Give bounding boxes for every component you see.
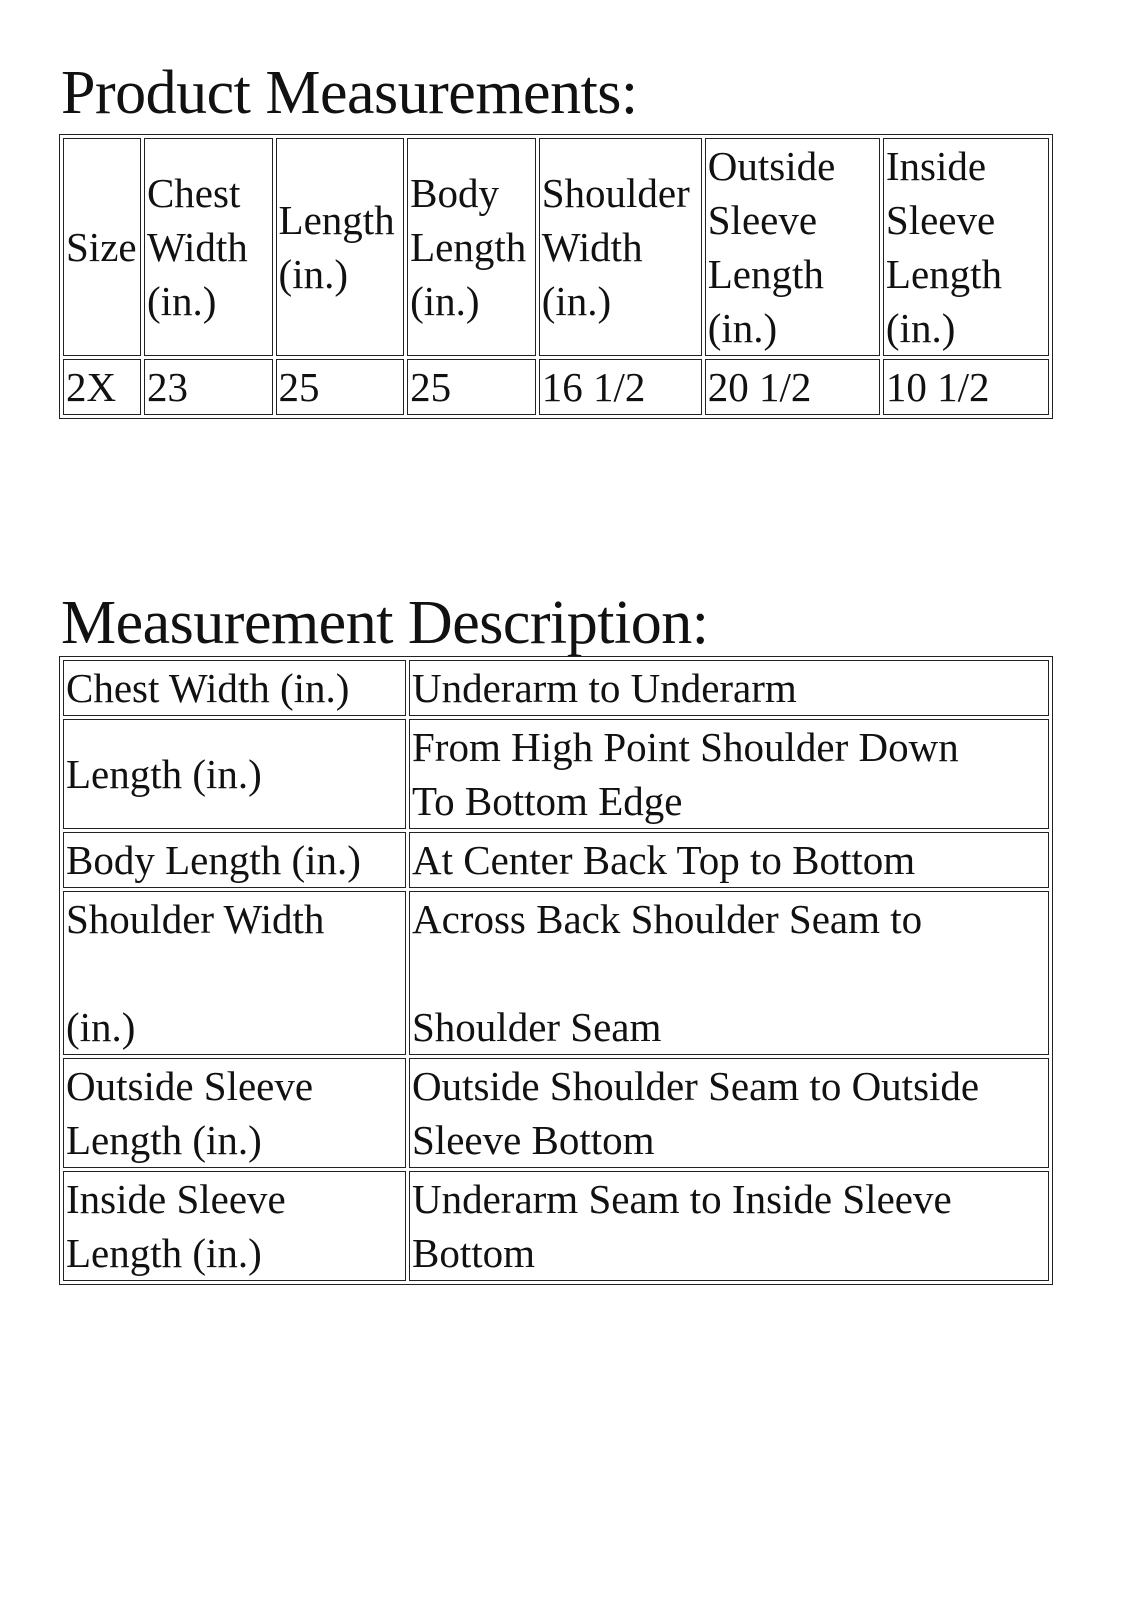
table-row xyxy=(63,1171,1049,1281)
description-text: At Center Back Top to Bottom xyxy=(409,832,1049,888)
cell-body-length: 25 xyxy=(407,359,536,415)
description-label: Shoulder Width (in.) xyxy=(63,891,406,1055)
description-label: Inside Sleeve Length (in.) xyxy=(63,1171,406,1281)
description-text: Underarm to Underarm xyxy=(409,660,1049,716)
cell-inside-sleeve-length: 10 1/2 xyxy=(883,359,1049,415)
cell-size: 2X xyxy=(63,359,141,415)
description-label: Body Length (in.) xyxy=(63,832,406,888)
measurement-description-title: Measurement Description: xyxy=(61,589,709,657)
description-text: From High Point Shoulder Down To Bottom Edge xyxy=(409,719,1049,829)
table-row xyxy=(63,719,1049,829)
description-label: Length (in.) xyxy=(63,719,406,829)
description-text: Outside Shoulder Seam to Outside Sleeve Bottom xyxy=(409,1058,1049,1168)
header-body-length: Body Length (in.) xyxy=(407,138,536,356)
cell-shoulder-width: 16 1/2 xyxy=(539,359,702,415)
header-inside-sleeve-length: Inside Sleeve Length (in.) xyxy=(883,138,1049,356)
measurements-table xyxy=(59,134,1053,419)
table-row xyxy=(63,660,1049,716)
description-text: Underarm Seam to Inside Sleeve Bottom xyxy=(409,1171,1049,1281)
header-size: Size xyxy=(63,138,141,356)
description-label: Chest Width (in.) xyxy=(63,660,406,716)
cell-length: 25 xyxy=(276,359,405,415)
table-row xyxy=(63,832,1049,888)
table-row xyxy=(63,1058,1049,1168)
header-outside-sleeve-length: Outside Sleeve Length (in.) xyxy=(705,138,880,356)
cell-chest-width: 23 xyxy=(144,359,273,415)
header-shoulder-width: Shoulder Width (in.) xyxy=(539,138,702,356)
description-text: Across Back Shoulder Seam to Shoulder Seam xyxy=(409,891,1049,1055)
cell-outside-sleeve-length: 20 1/2 xyxy=(705,359,880,415)
table-row xyxy=(63,359,1049,415)
table-header-row xyxy=(63,138,1049,356)
description-label: Outside Sleeve Length (in.) xyxy=(63,1058,406,1168)
description-table xyxy=(59,656,1053,1285)
product-measurements-title: Product Measurements: xyxy=(61,59,638,127)
table-row xyxy=(63,891,1049,1055)
header-length: Length (in.) xyxy=(276,138,405,356)
header-chest-width: Chest Width (in.) xyxy=(144,138,273,356)
